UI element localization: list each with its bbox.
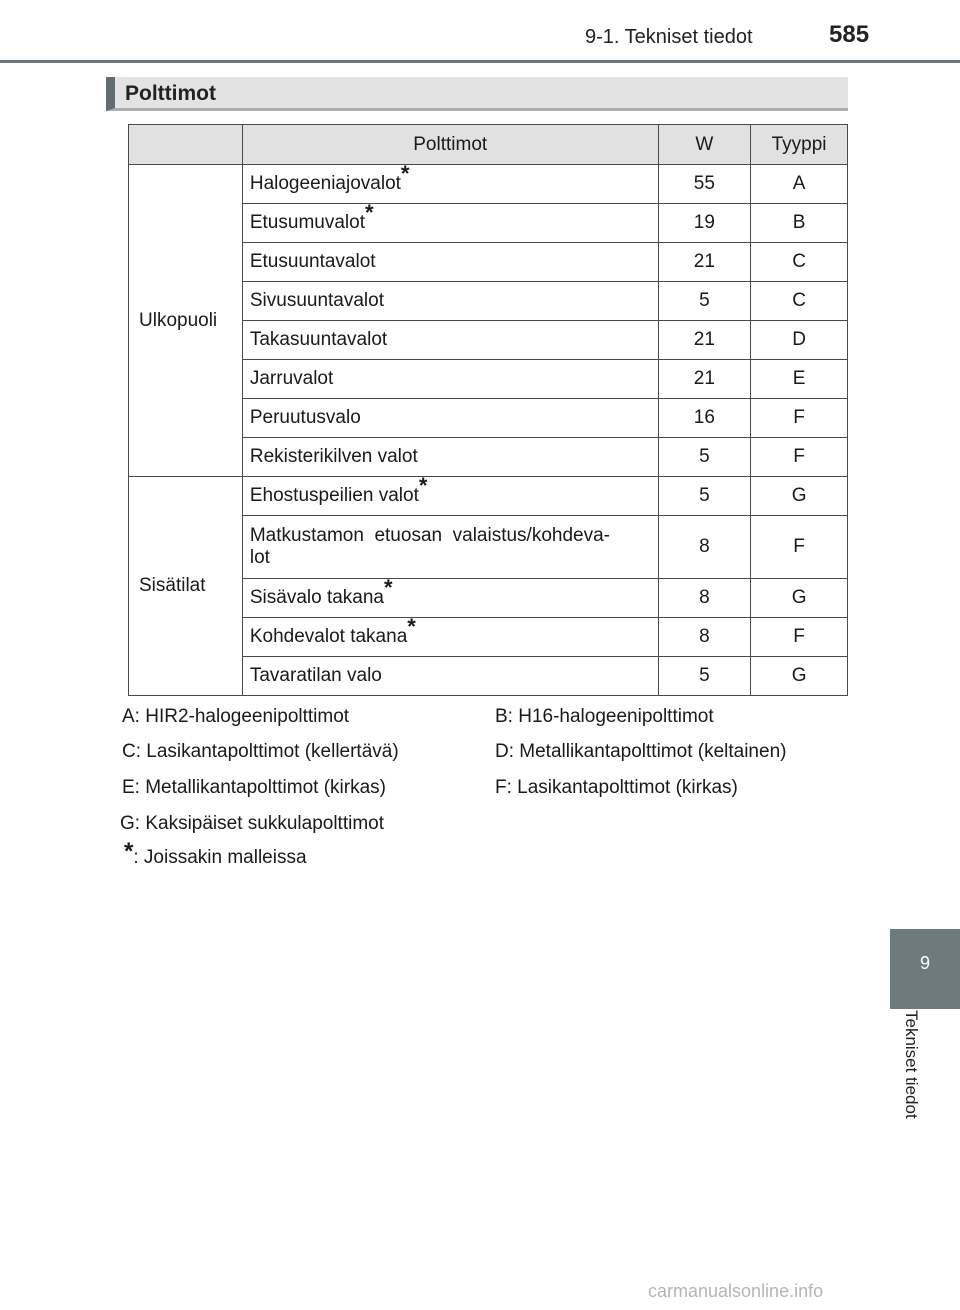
asterisk-mark: * xyxy=(364,200,374,225)
type-cell: C xyxy=(751,243,848,282)
type-cell: B xyxy=(751,204,848,243)
bulb-name-cell xyxy=(242,200,658,243)
bulb-name-cell: Rekisterikilven valot xyxy=(242,438,658,477)
chapter-number: 9 xyxy=(919,953,930,973)
watt-cell: 16 xyxy=(658,399,751,438)
watt-cell: 55 xyxy=(658,165,751,204)
footnote xyxy=(124,838,307,869)
watt-cell: 19 xyxy=(658,204,751,243)
page-number: 585 xyxy=(829,21,870,48)
bulb-name: Sisävalo takana xyxy=(249,587,385,608)
asterisk-mark: * xyxy=(400,161,410,186)
header-cell-bulb: Polttimot xyxy=(242,125,658,165)
group-cell-interior: Sisätilat xyxy=(129,477,243,696)
header-section-title: 9-1. Tekniset tiedot xyxy=(585,26,753,48)
bulb-name: Kohdevalot takana xyxy=(249,626,408,647)
bulb-name-cell: Tavaratilan valo xyxy=(242,657,658,696)
bulb-name-cell xyxy=(242,161,658,204)
type-cell: G xyxy=(751,657,848,696)
watt-cell: 21 xyxy=(658,321,751,360)
legend-f: F: Lasikantapolttimot (kirkas) xyxy=(495,777,738,798)
type-cell: F xyxy=(751,438,848,477)
type-cell: E xyxy=(751,360,848,399)
chapter-tab xyxy=(890,929,960,1009)
type-cell: D xyxy=(751,321,848,360)
bulb-name-cell xyxy=(242,516,658,579)
watt-cell: 5 xyxy=(658,657,751,696)
asterisk-mark: * xyxy=(384,575,393,600)
type-cell: C xyxy=(751,282,848,321)
bulb-name: Halogeeniajovalot xyxy=(249,173,401,194)
bulb-name-cell: Peruutusvalo xyxy=(242,399,658,438)
bulb-name-cell: Etusuuntavalot xyxy=(242,243,658,282)
header-cell-watt: W xyxy=(658,125,751,165)
bulb-name-line-2: lot xyxy=(249,547,270,568)
bulb-name-cell: Sivusuuntavalot xyxy=(242,282,658,321)
header-cell-type: Tyyppi xyxy=(751,125,848,165)
watt-cell: 8 xyxy=(658,618,751,657)
asterisk-mark: * xyxy=(418,473,428,498)
header-cell-group xyxy=(129,125,243,165)
footnote-text: : Joissakin malleissa xyxy=(133,847,307,868)
watt-cell: 5 xyxy=(658,477,751,516)
bulb-name-line-1: Matkustamon etuosan valaistus/kohdeva- xyxy=(249,525,610,546)
legend-d: D: Metallikantapolttimot (keltainen) xyxy=(495,741,787,762)
type-cell: A xyxy=(751,165,848,204)
watt-cell: 21 xyxy=(658,360,751,399)
asterisk-mark: * xyxy=(407,614,416,639)
group-cell-exterior: Ulkopuoli xyxy=(129,165,243,477)
type-cell: G xyxy=(751,579,848,618)
legend-b: B: H16-halogeenipolttimot xyxy=(495,706,714,727)
legend-e: E: Metallikantapolttimot (kirkas) xyxy=(122,777,386,798)
legend-a: A: HIR2-halogeenipolttimot xyxy=(122,706,350,727)
chapter-label: Tekniset tiedot xyxy=(902,1010,921,1119)
bulb-name-cell xyxy=(242,614,658,657)
bulb-name-cell xyxy=(242,575,658,618)
watt-cell: 5 xyxy=(658,282,751,321)
bulb-name-cell: Jarruvalot xyxy=(242,360,658,399)
type-cell: F xyxy=(751,399,848,438)
bulb-table xyxy=(128,124,848,696)
table-header-row xyxy=(129,125,848,165)
watt-cell: 5 xyxy=(658,438,751,477)
bulb-name-cell: Takasuuntavalot xyxy=(242,321,658,360)
bulb-name-cell xyxy=(242,473,658,516)
watt-cell: 8 xyxy=(658,579,751,618)
header-divider xyxy=(0,60,960,63)
table-row xyxy=(129,477,848,516)
section-title: Polttimot xyxy=(125,82,216,105)
watermark: carmanualsonline.info xyxy=(648,1281,824,1301)
watt-cell: 8 xyxy=(658,516,751,579)
type-cell: F xyxy=(751,516,848,579)
table-row xyxy=(129,165,848,204)
legend-g: G: Kaksipäiset sukkulapolttimot xyxy=(120,813,385,834)
bulb-name: Etusumuvalot xyxy=(249,212,365,233)
legend-c: C: Lasikantapolttimot (kellertävä) xyxy=(122,741,399,762)
type-cell: G xyxy=(751,477,848,516)
type-cell: F xyxy=(751,618,848,657)
footnote-asterisk: * xyxy=(124,838,134,865)
watt-cell: 21 xyxy=(658,243,751,282)
section-title-bar xyxy=(106,77,848,111)
bulb-name: Ehostuspeilien valot xyxy=(249,485,419,506)
